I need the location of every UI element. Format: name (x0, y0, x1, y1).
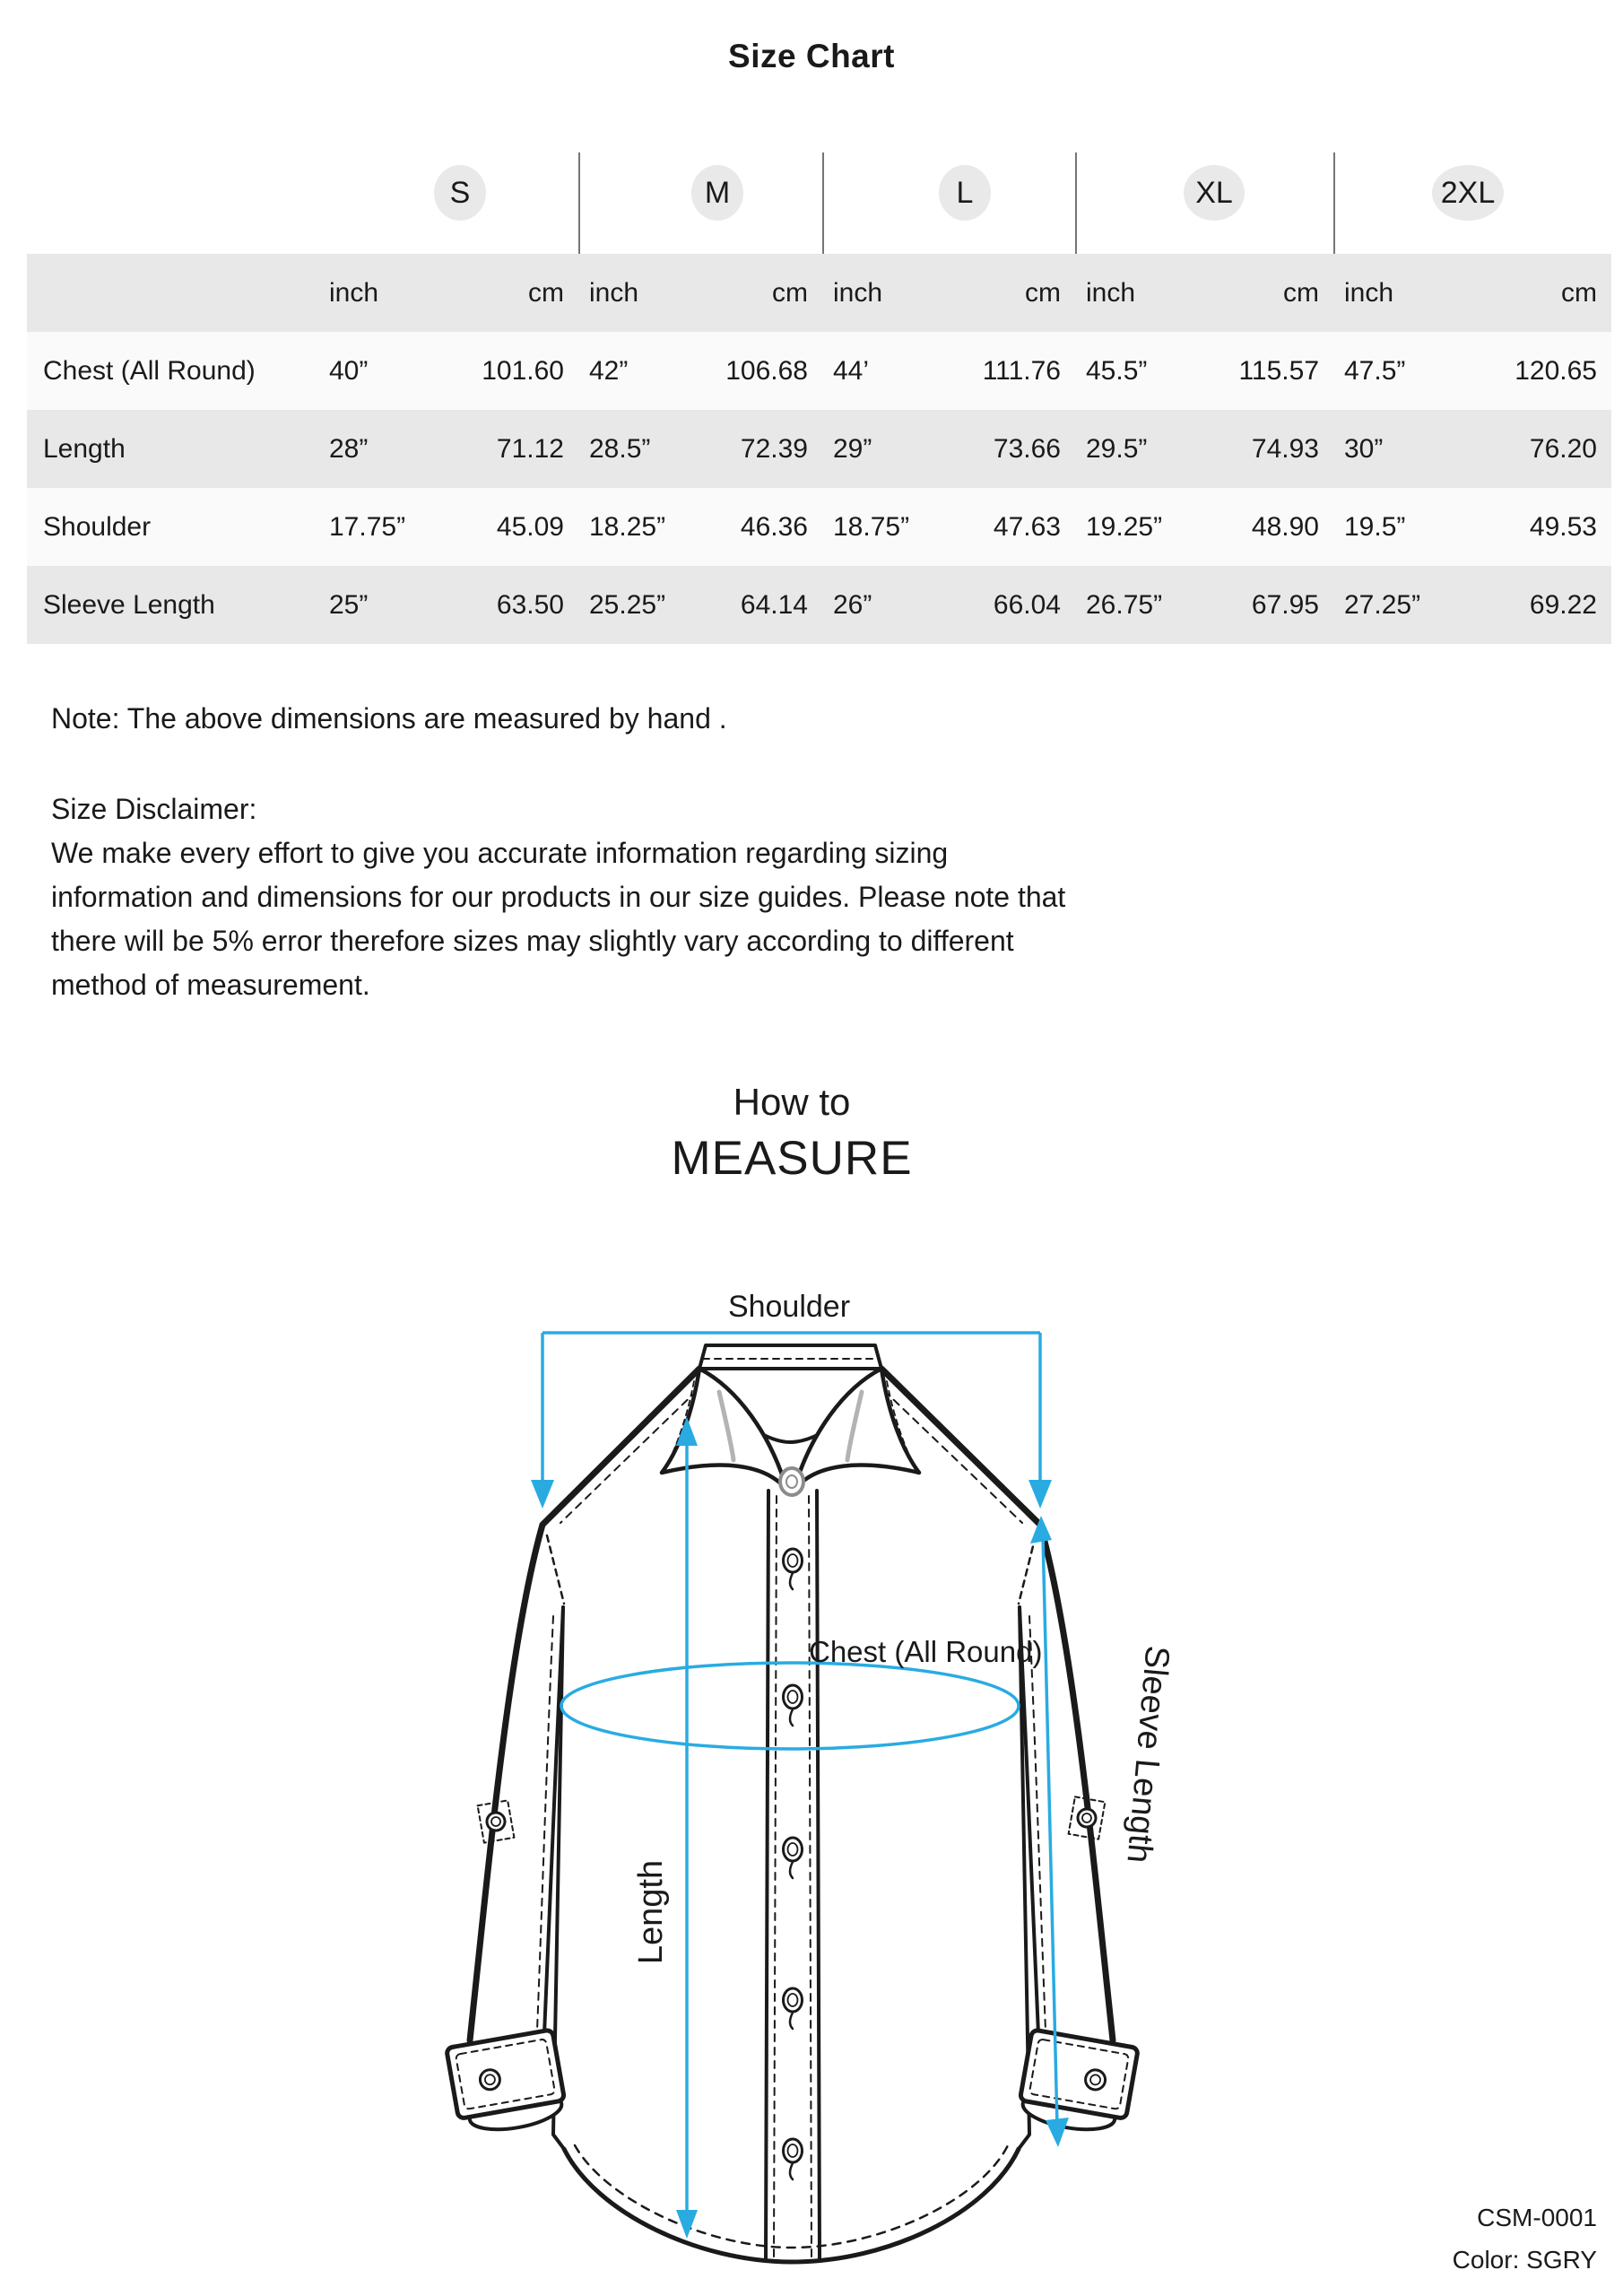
size-badge-m: M (691, 165, 743, 221)
disclaimer-line: method of measurement. (51, 969, 370, 1001)
size-table (27, 152, 1611, 644)
table-cell: 19.5” (1333, 488, 1450, 566)
table-cell: 42” (578, 332, 688, 410)
left-armhole-stitch (547, 1535, 564, 1604)
table-cell: 45.5” (1075, 332, 1192, 410)
table-cell: 29” (822, 410, 936, 488)
row-label: Shoulder (27, 488, 318, 566)
header-inch-m: inch (578, 254, 688, 332)
placket-right-edge (817, 1491, 820, 2258)
sleeve-length-label: Sleeve Length (1119, 1644, 1176, 1865)
placket-buttons (784, 1549, 803, 2179)
disclaimer-line: information and dimensions for our products in our size guides. Please note that (51, 881, 1066, 913)
table-cell: 47.5” (1333, 332, 1450, 410)
placket-left-edge (766, 1491, 768, 2258)
measurement-arrowheads (531, 1417, 1069, 2239)
page-title: Size Chart (728, 38, 895, 74)
header-cm-l: cm (936, 254, 1075, 332)
right-armhole-stitch (1019, 1535, 1036, 1604)
button-icon (784, 1549, 803, 1589)
table-cell: 25” (318, 566, 448, 644)
table-cell: 30” (1333, 410, 1450, 488)
arrowhead-down-icon (531, 1480, 554, 1509)
size-badge-l: L (939, 165, 991, 221)
button-icon (784, 1838, 803, 1878)
product-code: CSM-0001 (1477, 2204, 1597, 2231)
measure-line: MEASURE (671, 1132, 913, 1185)
header-cm-s: cm (448, 254, 578, 332)
collar-band (699, 1345, 881, 1369)
right-cuff (1017, 2030, 1139, 2137)
product-color: Color: SGRY (1452, 2246, 1597, 2274)
placket-right-stitch (809, 1496, 812, 2257)
arrowhead-down-icon (676, 2210, 698, 2239)
row-label: Sleeve Length (27, 566, 318, 644)
table-cell: 18.75” (822, 488, 936, 566)
table-cell: 115.57 (1192, 332, 1333, 410)
measurement-grid (27, 254, 1611, 644)
how-to-line: How to (733, 1081, 851, 1123)
measurement-note: Note: The above dimensions are measured by hand . (51, 702, 727, 735)
shoulder-label: Shoulder (727, 1290, 851, 1324)
disclaimer-line: there will be 5% error therefore sizes may slightly vary according to different (51, 925, 1014, 957)
table-cell: 66.04 (936, 566, 1075, 644)
table-cell: 69.22 (1450, 566, 1611, 644)
table-cell: 101.60 (448, 332, 578, 410)
left-sleeve-stitch (537, 1616, 553, 2031)
size-disclaimer (51, 787, 1065, 1007)
header-cm-2xl: cm (1450, 254, 1611, 332)
table-cell: 26” (822, 566, 936, 644)
header-empty (27, 254, 318, 332)
table-cell: 28” (318, 410, 448, 488)
disclaimer-line: We make every effort to give you accurate information regarding sizing (51, 837, 949, 869)
button-icon (784, 1988, 803, 2029)
product-footer (1453, 2196, 1597, 2281)
disclaimer-heading: Size Disclaimer: (51, 793, 257, 825)
shirt-diagram-svg (404, 1283, 1211, 2287)
table-cell: 49.53 (1450, 488, 1611, 566)
left-sleeve-outline (470, 1525, 542, 2040)
button-icon (784, 1685, 803, 1726)
table-cell: 71.12 (448, 410, 578, 488)
header-inch-s: inch (318, 254, 448, 332)
table-cell: 120.65 (1450, 332, 1611, 410)
table-cell: 67.95 (1192, 566, 1333, 644)
collar-button (780, 1468, 803, 1495)
arrowhead-down-icon (1028, 1480, 1052, 1509)
left-cuff (447, 2030, 568, 2137)
table-cell: 27.25” (1333, 566, 1450, 644)
right-sleeve-stitch (1029, 1616, 1046, 2031)
placket-left-stitch (774, 1496, 777, 2257)
table-cell: 28.5” (578, 410, 688, 488)
table-cell: 72.39 (688, 410, 822, 488)
table-cell: 64.14 (688, 566, 822, 644)
table-cell: 106.68 (688, 332, 822, 410)
table-cell: 18.25” (578, 488, 688, 566)
table-cell: 111.76 (936, 332, 1075, 410)
table-cell: 63.50 (448, 566, 578, 644)
size-badge-xl: XL (1184, 165, 1245, 221)
row-label: Length (27, 410, 318, 488)
size-badge-s: S (434, 165, 486, 221)
table-cell: 17.75” (318, 488, 448, 566)
row-label: Chest (All Round) (27, 332, 318, 410)
table-cell: 19.25” (1075, 488, 1192, 566)
chest-label: Chest (All Round) (809, 1635, 1043, 1668)
table-cell: 74.93 (1192, 410, 1333, 488)
table-cell: 29.5” (1075, 410, 1192, 488)
shirt-measure-diagram (404, 1283, 1211, 2287)
table-cell: 40” (318, 332, 448, 410)
header-cm-m: cm (688, 254, 822, 332)
table-cell: 73.66 (936, 410, 1075, 488)
right-sleeve-outline (1040, 1525, 1113, 2040)
arrowhead-down-icon (1046, 2118, 1069, 2147)
header-inch-l: inch (822, 254, 936, 332)
table-cell: 26.75” (1075, 566, 1192, 644)
table-cell: 46.36 (688, 488, 822, 566)
how-to-measure-heading (0, 1081, 1584, 1186)
table-cell: 76.20 (1450, 410, 1611, 488)
table-cell: 47.63 (936, 488, 1075, 566)
header-cm-xl: cm (1192, 254, 1333, 332)
header-inch-xl: inch (1075, 254, 1192, 332)
length-label: Length (632, 1859, 670, 1965)
table-cell: 48.90 (1192, 488, 1333, 566)
button-icon (784, 2139, 803, 2179)
size-badge-2xl: 2XL (1432, 165, 1504, 221)
table-cell: 44’ (822, 332, 936, 410)
table-cell: 25.25” (578, 566, 688, 644)
table-cell: 45.09 (448, 488, 578, 566)
header-inch-2xl: inch (1333, 254, 1450, 332)
